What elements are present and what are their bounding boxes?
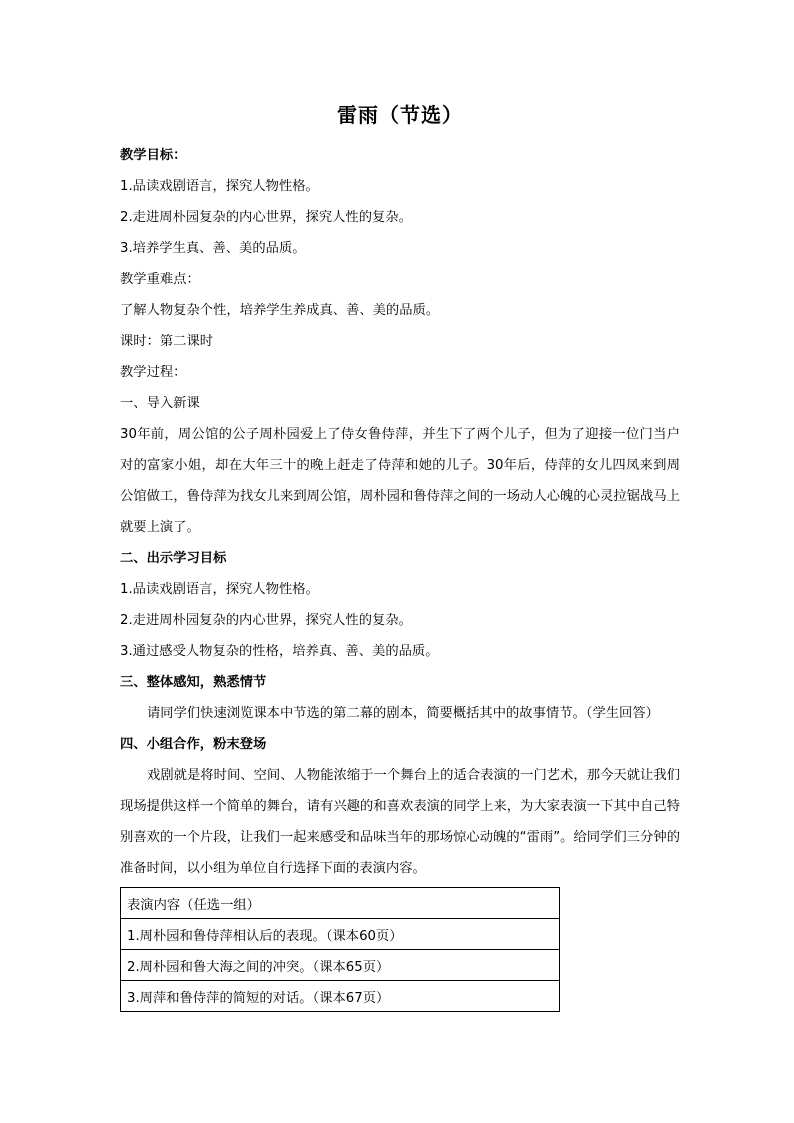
goal-item: 1.品读戏剧语言，探究人物性格。: [120, 179, 319, 194]
class-period: 课时：第二课时: [120, 334, 214, 349]
difficulty-heading: 教学重难点：: [120, 272, 200, 287]
section-overview-text: 请同学们快速浏览课本中节选的第二幕的剧本，简要概括其中的故事情节。（学生回答）: [147, 706, 659, 721]
goal-item: 3.培养学生真、善、美的品质。: [120, 241, 306, 256]
table-row: [121, 919, 560, 950]
table-cell: 1.周朴园和鲁侍萍相认后的表现。（课本60页）: [121, 919, 560, 950]
section-heading-group-work: 四、小组合作，粉末登场: [120, 737, 267, 752]
section-heading-objectives: 二、出示学习目标: [120, 551, 227, 566]
section-heading-intro: 一、导入新课: [120, 396, 200, 411]
process-heading: 教学过程：: [120, 365, 187, 380]
performance-table: [120, 887, 560, 1012]
objective-item: 2.走进周朴园复杂的内心世界，探究人性的复杂。: [120, 613, 412, 628]
document-title: 雷雨（节选）: [337, 103, 463, 127]
difficulty-text: 了解人物复杂个性，培养学生养成真、善、美的品质。: [120, 303, 440, 318]
objective-item: 1.品读戏剧语言，探究人物性格。: [120, 582, 319, 597]
section-heading-overview: 三、整体感知，熟悉情节: [120, 675, 267, 690]
goal-item: 2.走进周朴园复杂的内心世界，探究人性的复杂。: [120, 210, 412, 225]
table-header-cell: 表演内容（任选一组）: [121, 888, 560, 919]
document-page: [120, 100, 680, 1012]
table-row: [121, 950, 560, 981]
goals-heading: 教学目标：: [120, 148, 187, 163]
objective-item: 3.通过感受人物复杂的性格，培养真、善、美的品质。: [120, 644, 439, 659]
table-row: [121, 981, 560, 1012]
section-group-work-text: 戏剧就是将时间、空间、人物能浓缩于一个舞台上的适合表演的一门艺术，那今天就让我们现场提供这样一个简单的舞台，请有兴趣的和喜欢表演的同学上来，为大家表演一下其中自己特别喜欢的一个片段，让我们一起来感受和品味当年的那场惊心动魄的“雷雨”。给同学们三分钟的准备时间，以小组为单位自行选择下面的表演内容。: [120, 768, 680, 876]
table-cell: 3.周萍和鲁侍萍的简短的对话。（课本67页）: [121, 981, 560, 1012]
section-intro-text: 30年前，周公馆的公子周朴园爱上了侍女鲁侍萍，并生下了两个儿子，但为了迎接一位门当户对的富家小姐，却在大年三十的晚上赶走了侍萍和她的儿子。30年后，侍萍的女儿四凤来到周公馆做工，鲁侍萍为找女儿来到周公馆，周朴园和鲁侍萍之间的一场动人心魄的心灵拉锯战马上就要上演了。: [120, 427, 680, 535]
table-row: [121, 888, 560, 919]
table-cell: 2.周朴园和鲁大海之间的冲突。（课本65页）: [121, 950, 560, 981]
